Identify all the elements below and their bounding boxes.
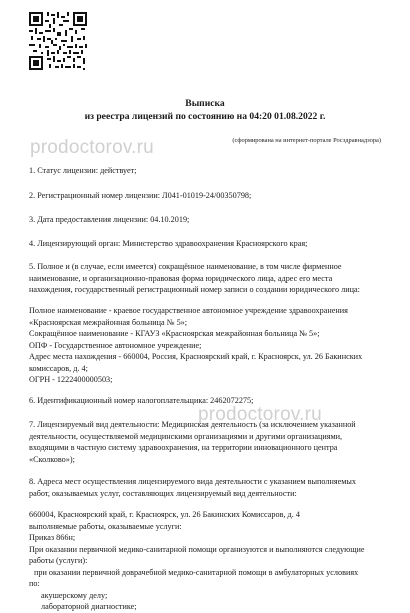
text-line: «Красноярская межрайонная больница № 5»;	[29, 317, 188, 327]
text-line: ОПФ - Государственное автономное учреждение;	[29, 340, 202, 350]
text-line: работы (услуги):	[29, 556, 88, 565]
text-line: по:	[29, 579, 40, 588]
organization-details	[29, 305, 381, 386]
watermark: prodoctorov.ru	[198, 404, 322, 425]
activity-address-details	[29, 509, 381, 613]
text-line: наименование, и организационно-правовая форма юридического лица, адрес его места	[29, 273, 333, 283]
licensed-activity	[29, 419, 381, 465]
text-line: 7. Лицензируемый вид деятельности: Медицинская деятельность (за исключением указанной	[29, 420, 356, 429]
text-line: при оказании первичной доврачебной медико-санитарной помощи в амбулаторных условиях	[34, 567, 359, 577]
text-line: акушерскому делу;	[41, 590, 108, 600]
text-line: 660004, Красноярский край, г. Красноярск, ул. 26 Бакинских Комиссаров, д. 4	[29, 510, 300, 519]
issue-date: 3. Дата предоставления лицензии: 04.10.2019;	[29, 215, 190, 224]
source-note: (сформирована на интернет-портале Росздравнадзора)	[232, 137, 381, 144]
document-title: Выписка	[185, 98, 225, 109]
text-line: «Сколково»);	[29, 454, 75, 464]
watermark: prodoctorov.ru	[30, 137, 154, 158]
text-line: ОГРН - 1222400000503;	[29, 375, 113, 384]
text-line: Адрес места нахождения - 660004, Россия, Красноярский край, г. Красноярск, ул. 26 Бакинских	[29, 352, 363, 361]
text-line: нахождения, государственный регистрационный номер записи о создании юридического лица:	[29, 285, 360, 294]
text-line: лабораторной диагностике;	[41, 602, 137, 611]
licensing-authority: 4. Лицензирующий орган: Министерство здравоохранения Красноярского края;	[29, 239, 308, 248]
document-subtitle: из реестра лицензий по состоянию на 04:20 01.08.2022 г.	[84, 111, 326, 122]
registration-number: 2. Регистрационный номер лицензии: Л041-01019-24/00350798;	[29, 191, 252, 200]
activity-addresses-heading	[29, 476, 381, 499]
text-line: 5. Полное и (в случае, если имеется) сокращённое наименование, в том числе фирменное	[29, 262, 342, 271]
text-line: Полное наименование - краевое государственное автономное учреждение здравоохранения	[29, 306, 348, 315]
text-line: работ, оказываемых услуг, составляющих лицензируемый вид деятельности:	[29, 488, 297, 498]
text-line: 8. Адреса мест осуществления лицензируемого вида деятельности с указанием выполняемых	[29, 477, 357, 486]
text-line: деятельности, осуществляемой медицинскими организациями и другими организациями,	[29, 431, 343, 441]
qr-code-icon	[29, 12, 87, 70]
text-line: входящими в частную систему здравоохранения, на территории инновационного центра	[29, 443, 338, 452]
license-status: 1. Статус лицензии: действует;	[29, 166, 137, 175]
text-line: комиссаров, д. 4;	[29, 363, 88, 373]
text-line: Приказ 866н;	[29, 533, 76, 542]
tax-id: 6. Идентификационный номер налогоплательщика: 2462072275;	[29, 396, 254, 405]
organization-heading	[29, 261, 381, 296]
text-line: выполняемые работы, оказываемые услуги:	[29, 521, 182, 531]
text-line: При оказании первичной медико-санитарной помощи организуются и выполняются следующие	[29, 544, 365, 554]
text-line: Сокращённое наименование - КГАУЗ «Красноярская межрайонная больница № 5»;	[29, 329, 320, 338]
